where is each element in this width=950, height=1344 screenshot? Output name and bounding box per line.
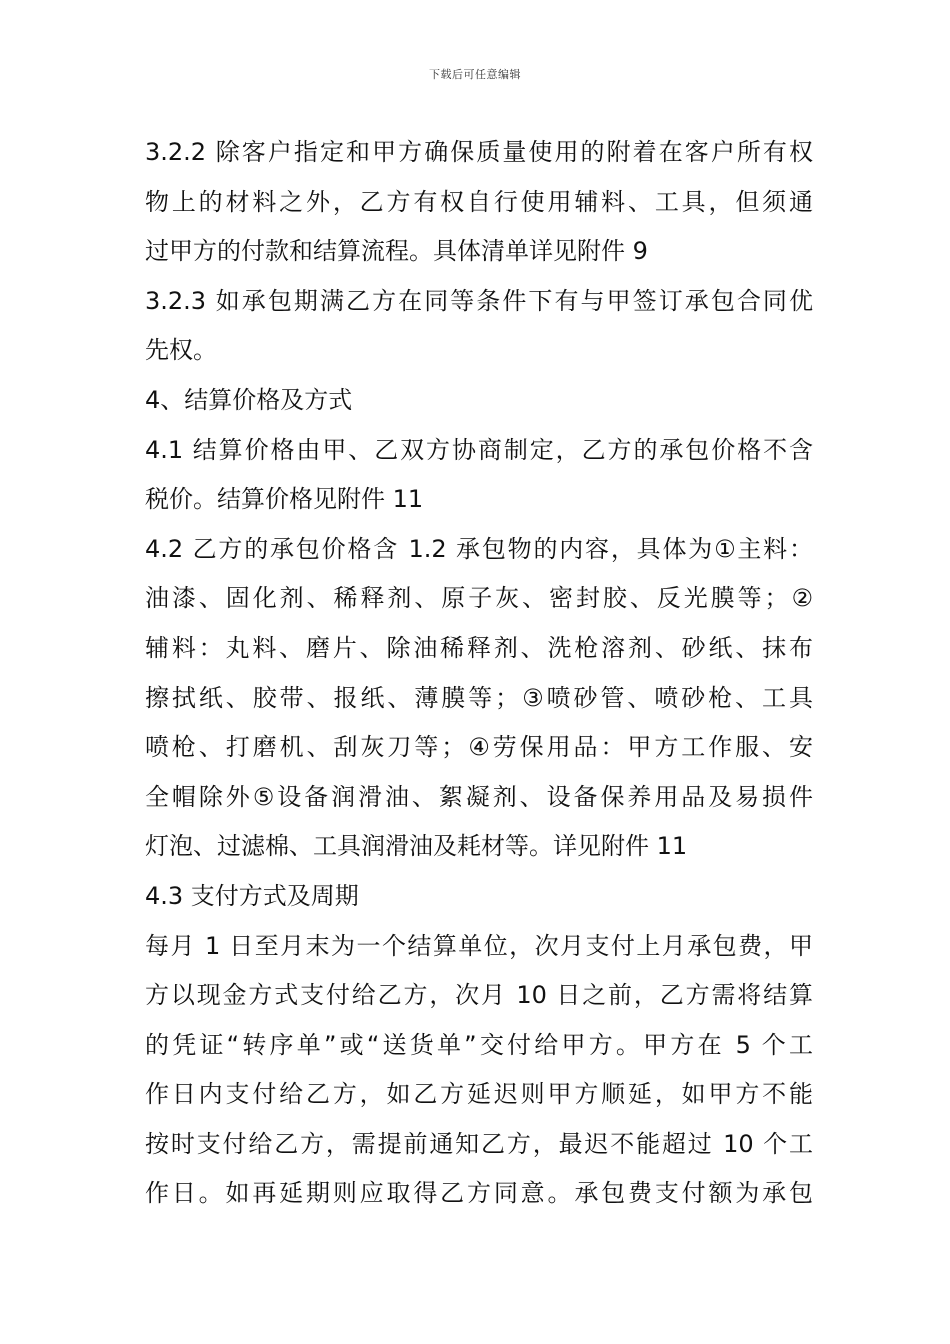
text-line: 擦拭纸、胶带、报纸、薄膜等；③喷砂管、喷砂枪、工具 xyxy=(145,683,813,712)
text-line: 全帽除外⑤设备润滑油、絮凝剂、设备保养用品及易损件 xyxy=(145,782,813,811)
text-line: 油漆、固化剂、稀释剂、原子灰、密封胶、反光膜等；② xyxy=(145,584,813,613)
text-line: 税价。结算价格见附件 11 xyxy=(145,485,424,514)
text-line: 先权。 xyxy=(145,336,217,365)
section-heading: 4、结算价格及方式 xyxy=(145,385,353,414)
text-line: 4.1 结算价格由甲、乙双方协商制定，乙方的承包价格不含 xyxy=(145,435,813,464)
text-line: 灯泡、过滤棉、工具润滑油及耗材等。详见附件 11 xyxy=(145,832,688,861)
text-line: 过甲方的付款和结算流程。具体清单详见附件 9 xyxy=(145,237,648,266)
text-line: 按时支付给乙方，需提前通知乙方，最迟不能超过 10 个工 xyxy=(145,1129,813,1158)
text-line: 4.2 乙方的承包价格含 1.2 承包物的内容，具体为①主料： xyxy=(145,534,813,563)
text-line: 方以现金方式支付给乙方，次月 10 日之前，乙方需将结算 xyxy=(145,981,813,1010)
text-line: 每月 1 日至月末为一个结算单位，次月支付上月承包费，甲 xyxy=(145,931,813,960)
text-line: 物上的材料之外，乙方有权自行使用辅料、工具，但须通 xyxy=(145,187,813,216)
text-line: 作日。如再延期则应取得乙方同意。承包费支付额为承包 xyxy=(145,1179,813,1208)
text-line: 喷枪、打磨机、刮灰刀等；④劳保用品：甲方工作服、安 xyxy=(145,733,813,762)
text-line: 的凭证“转序单”或“送货单”交付给甲方。甲方在 5 个工 xyxy=(145,1030,813,1059)
section-heading: 4.3 支付方式及周期 xyxy=(145,881,359,910)
text-line: 3.2.3 如承包期满乙方在同等条件下有与甲签订承包合同优 xyxy=(145,286,813,315)
page-header: 下载后可任意编辑 xyxy=(429,68,521,81)
text-line: 3.2.2 除客户指定和甲方确保质量使用的附着在客户所有权 xyxy=(145,138,813,166)
document-body xyxy=(145,128,813,1219)
text-line: 辅料：丸料、磨片、除油稀释剂、洗枪溶剂、砂纸、抹布 xyxy=(145,633,813,662)
text-line: 作日内支付给乙方，如乙方延迟则甲方顺延，如甲方不能 xyxy=(145,1080,813,1109)
